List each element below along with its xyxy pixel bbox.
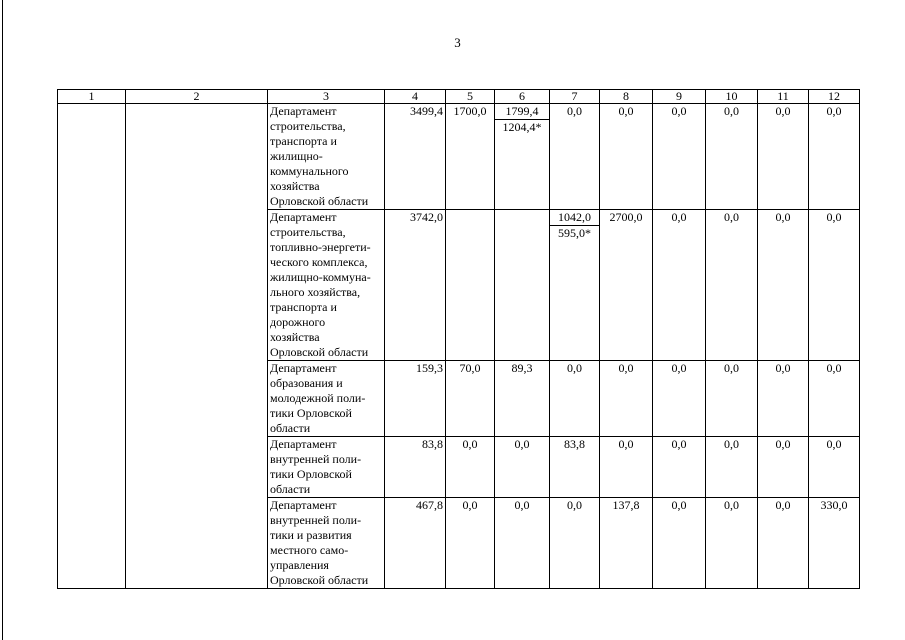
column-header: 4 bbox=[385, 90, 446, 104]
value-cell bbox=[550, 437, 600, 498]
value-cell bbox=[706, 104, 758, 210]
value-text: 0,0 bbox=[775, 361, 791, 375]
value-cell bbox=[600, 437, 653, 498]
value-cell bbox=[446, 361, 495, 437]
program-name-cell bbox=[126, 104, 268, 589]
department-line: Орловской области bbox=[270, 573, 369, 587]
department-line: местного само- bbox=[270, 543, 349, 557]
total-cell: 83,8 bbox=[385, 437, 446, 498]
column-header: 3 bbox=[268, 90, 385, 104]
total-cell: 3499,4 bbox=[385, 104, 446, 210]
value-text: 89,3 bbox=[511, 361, 533, 375]
value-cell bbox=[550, 361, 600, 437]
value-cell bbox=[446, 498, 495, 589]
department-line: транспорта и bbox=[270, 300, 337, 314]
value-cell bbox=[809, 210, 860, 361]
value-cell bbox=[809, 104, 860, 210]
value-cell bbox=[809, 361, 860, 437]
department-line: Орловской области bbox=[270, 345, 369, 359]
value-cell bbox=[600, 104, 653, 210]
column-header: 9 bbox=[653, 90, 706, 104]
value-text: 0,0 bbox=[826, 437, 842, 451]
department-line: льного хозяйства, bbox=[270, 285, 361, 299]
department-line: транспорта и bbox=[270, 134, 337, 148]
department-line: жилищно- bbox=[270, 149, 323, 163]
value-text: 0,0 bbox=[724, 498, 739, 512]
column-header: 11 bbox=[758, 90, 809, 104]
department-line: управления bbox=[270, 558, 329, 572]
left-margin-rule bbox=[2, 0, 3, 640]
value-cell bbox=[600, 361, 653, 437]
value-cell bbox=[495, 104, 550, 210]
value-text: 0,0 bbox=[671, 104, 687, 118]
department-line: жилищно-коммуна- bbox=[270, 270, 371, 284]
value-cell bbox=[653, 361, 706, 437]
value-text: 0,0 bbox=[826, 210, 842, 224]
total-cell: 467,8 bbox=[385, 498, 446, 589]
value-text: 0,0 bbox=[826, 104, 842, 118]
value-text: 83,8 bbox=[564, 437, 585, 451]
value-text: 0,0 bbox=[567, 498, 582, 512]
value-cell bbox=[653, 210, 706, 361]
value-cell bbox=[550, 210, 600, 361]
value-text: 0,0 bbox=[724, 437, 739, 451]
column-header: 5 bbox=[446, 90, 495, 104]
value-cell bbox=[653, 437, 706, 498]
value-cell bbox=[495, 498, 550, 589]
department-cell bbox=[268, 104, 385, 210]
value-cell bbox=[809, 498, 860, 589]
department-line: коммунального bbox=[270, 164, 349, 178]
budget-table bbox=[57, 89, 860, 589]
department-line: Департамент bbox=[270, 498, 337, 512]
value-text: 0,0 bbox=[671, 210, 687, 224]
page-number: 3 bbox=[454, 35, 461, 50]
department-line: тики Орловской bbox=[270, 406, 352, 420]
value-text: 0,0 bbox=[671, 437, 687, 451]
total-cell: 3742,0 bbox=[385, 210, 446, 361]
value-cell bbox=[550, 104, 600, 210]
total-cell: 159,3 bbox=[385, 361, 446, 437]
value-text: 1799,4 bbox=[505, 104, 539, 118]
value-text: 70,0 bbox=[459, 361, 481, 375]
value-cell bbox=[706, 210, 758, 361]
value-text: 0,0 bbox=[618, 361, 634, 375]
value-text: 0,0 bbox=[775, 498, 791, 512]
value-text: 1042,0 bbox=[558, 210, 591, 224]
value-text: 0,0 bbox=[671, 498, 687, 512]
value-text: 0,0 bbox=[567, 104, 582, 118]
department-cell bbox=[268, 498, 385, 589]
department-line: топливно-энергети- bbox=[270, 240, 371, 254]
column-header: 6 bbox=[495, 90, 550, 104]
value-text: 2700,0 bbox=[609, 210, 643, 224]
value-text: 1700,0 bbox=[453, 104, 487, 118]
value-text: 0,0 bbox=[724, 210, 739, 224]
department-line: Департамент bbox=[270, 361, 337, 375]
column-header: 12 bbox=[809, 90, 860, 104]
value-note: 1204,4* bbox=[495, 119, 549, 135]
department-line: области bbox=[270, 482, 311, 496]
value-cell bbox=[600, 498, 653, 589]
value-cell bbox=[706, 498, 758, 589]
column-header: 8 bbox=[600, 90, 653, 104]
department-line: молодежной поли- bbox=[270, 391, 366, 405]
value-cell bbox=[446, 104, 495, 210]
value-cell bbox=[758, 104, 809, 210]
department-line: ческого комплекса, bbox=[270, 255, 368, 269]
table-row bbox=[58, 104, 860, 210]
value-text: 0,0 bbox=[724, 104, 739, 118]
value-text: 0,0 bbox=[462, 437, 478, 451]
value-cell bbox=[809, 437, 860, 498]
department-line: тики и развития bbox=[270, 528, 352, 542]
value-text: 0,0 bbox=[514, 498, 530, 512]
value-cell bbox=[495, 437, 550, 498]
value-cell bbox=[446, 437, 495, 498]
department-cell bbox=[268, 437, 385, 498]
value-cell bbox=[446, 210, 495, 361]
column-header: 10 bbox=[706, 90, 758, 104]
value-text: 330,0 bbox=[820, 498, 848, 512]
value-text: 0,0 bbox=[671, 361, 687, 375]
column-header: 7 bbox=[550, 90, 600, 104]
value-text: 0,0 bbox=[775, 104, 791, 118]
department-line: области bbox=[270, 421, 311, 435]
value-cell bbox=[758, 210, 809, 361]
department-line: хозяйства bbox=[270, 330, 320, 344]
value-text: 0,0 bbox=[567, 361, 582, 375]
department-line: Департамент bbox=[270, 104, 337, 118]
value-cell bbox=[758, 437, 809, 498]
value-text: 0,0 bbox=[826, 361, 842, 375]
value-text: 0,0 bbox=[724, 361, 739, 375]
value-text: 0,0 bbox=[618, 104, 634, 118]
department-line: внутренней поли- bbox=[270, 513, 362, 527]
department-line: хозяйства bbox=[270, 179, 320, 193]
department-line: строительства, bbox=[270, 225, 346, 239]
value-text: 0,0 bbox=[775, 437, 791, 451]
value-note: 595,0* bbox=[550, 225, 599, 241]
value-text: 0,0 bbox=[462, 498, 478, 512]
row-number-cell bbox=[58, 104, 126, 589]
department-line: строительства, bbox=[270, 119, 346, 133]
value-text: 0,0 bbox=[618, 437, 634, 451]
department-line: Орловской области bbox=[270, 194, 369, 208]
value-text: 0,0 bbox=[514, 437, 530, 451]
column-number-row bbox=[58, 90, 860, 104]
column-header: 1 bbox=[58, 90, 126, 104]
value-cell bbox=[653, 104, 706, 210]
department-cell bbox=[268, 361, 385, 437]
department-line: Департамент bbox=[270, 210, 337, 224]
value-text: 137,8 bbox=[612, 498, 640, 512]
value-cell bbox=[706, 361, 758, 437]
value-cell bbox=[495, 210, 550, 361]
value-cell bbox=[758, 498, 809, 589]
value-cell bbox=[653, 498, 706, 589]
department-line: дорожного bbox=[270, 315, 326, 329]
value-cell bbox=[758, 361, 809, 437]
column-header: 2 bbox=[126, 90, 268, 104]
value-text: 0,0 bbox=[775, 210, 791, 224]
value-cell bbox=[495, 361, 550, 437]
department-cell bbox=[268, 210, 385, 361]
department-line: тики Орловской bbox=[270, 467, 352, 481]
department-line: внутренней поли- bbox=[270, 452, 362, 466]
value-cell bbox=[600, 210, 653, 361]
department-line: образования и bbox=[270, 376, 343, 390]
value-cell bbox=[706, 437, 758, 498]
department-line: Департамент bbox=[270, 437, 337, 451]
value-cell bbox=[550, 498, 600, 589]
